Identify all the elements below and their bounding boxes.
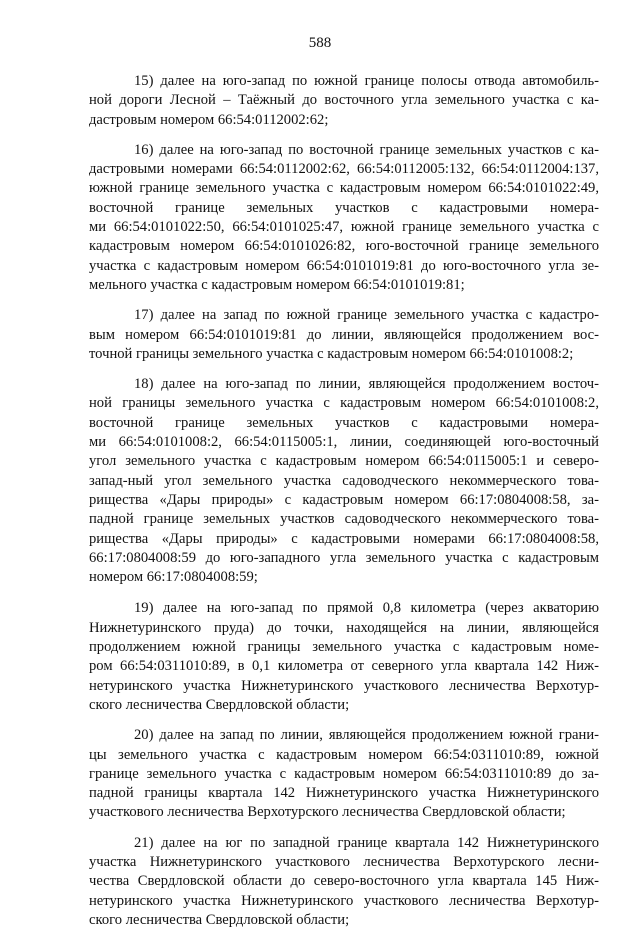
paragraph-line: вым номером 66:54:0101019:81 до линии, являющейся продолжением вос- — [89, 326, 599, 343]
paragraph-21 — [89, 834, 599, 930]
paragraph-line: ной границы земельного участка с кадастровым номером 66:54:0101008:2, — [89, 395, 599, 412]
paragraph-line: ром 66:54:0311010:89, в 0,1 километра от северного угла квартала 142 Ниж- — [89, 658, 599, 675]
paragraph-line: участка с кадастровым номером 66:54:0101019:81 до юго-восточного угла зе- — [89, 257, 599, 274]
paragraph-line: Нижнетуринского пруда) до точки, находящейся на линии, являющейся — [89, 619, 599, 636]
paragraph-line: 18) далее на юго-запад по линии, являющейся продолжением восточ- — [134, 376, 599, 393]
paragraph-line: участка Нижнетуринского участкового лесничества Верхотурского лесни- — [89, 853, 599, 870]
paragraph-line: южной границе земельного участка с кадастровым номером 66:54:0101022:49, — [89, 180, 599, 197]
paragraph-line: дастровым номером 66:54:0112002:62; — [89, 111, 329, 128]
paragraph-18 — [89, 375, 599, 587]
paragraph-line: чества Свердловской области до северо-восточного угла квартала 145 Ниж- — [89, 873, 599, 890]
paragraph-16 — [89, 141, 599, 295]
paragraph-line: границе земельного участка с кадастровым номером 66:54:0311010:89 до за- — [89, 765, 599, 782]
paragraph-line: восточной границе земельных участков с кадастровыми номера- — [89, 414, 599, 431]
paragraph-line: участкового лесничества Верхотурского лесничества Свердловской области; — [89, 804, 566, 821]
paragraph-15 — [89, 72, 599, 130]
paragraph-line: мельного участка с кадастровым номером 66:54:0101019:81; — [89, 276, 465, 293]
paragraph-line: цы земельного участка с кадастровым номером 66:54:0311010:89, южной — [89, 746, 599, 763]
paragraph-line: падной границы квартала 142 Нижнетуринского участка Нижнетуринского — [89, 785, 599, 802]
paragraph-line: 17) далее на запад по южной границе земельного участка с кадастро- — [134, 307, 599, 324]
paragraph-line: рищества «Дары природы» с кадастровым номером 66:17:0804008:58, за- — [89, 491, 599, 508]
paragraph-19 — [89, 599, 599, 715]
paragraph-line: рищества «Дары природы» с кадастровыми номерами 66:17:0804008:58, — [89, 530, 599, 547]
document-body — [89, 72, 599, 930]
paragraph-line: 20) далее на запад по линии, являющейся продолжением южной грани- — [134, 727, 599, 744]
paragraph-line: 21) далее на юг по западной границе квартала 142 Нижнетуринского — [134, 834, 599, 851]
paragraph-line: нетуринского участка Нижнетуринского участкового лесничества Верхотур- — [89, 677, 599, 694]
paragraph-line: падной границе земельных участков садоводческого некоммерческого това- — [89, 511, 599, 528]
page-number: 588 — [308, 35, 332, 51]
paragraph-line: нетуринского участка Нижнетуринского участкового лесничества Верхотур- — [89, 892, 599, 909]
paragraph-17 — [89, 306, 599, 364]
paragraph-line: запад-ный угол земельного участка садоводческого некоммерческого това- — [89, 472, 599, 489]
paragraph-line: восточной границе земельных участков с кадастровыми номера- — [89, 199, 599, 216]
paragraph-20 — [89, 726, 599, 822]
paragraph-line: 19) далее на юго-запад по прямой 0,8 километра (через акваторию — [134, 600, 599, 617]
paragraph-line: 66:17:0804008:59 до юго-западного угла земельного участка с кадастровым — [89, 549, 599, 566]
paragraph-line: 16) далее на юго-запад по восточной границе земельных участков с ка- — [134, 141, 599, 158]
paragraph-line: 15) далее на юго-запад по южной границе полосы отвода автомобиль- — [134, 73, 599, 89]
paragraph-line: ского лесничества Свердловской области; — [89, 911, 350, 928]
paragraph-line: угол земельного участка с кадастровым номером 66:54:0115005:1 и северо- — [89, 453, 599, 470]
paragraph-line: ского лесничества Свердловской области; — [89, 696, 350, 713]
paragraph-line: ми 66:54:0101008:2, 66:54:0115005:1, линии, соединяющей юго-восточный — [89, 434, 599, 451]
paragraph-line: номером 66:17:0804008:59; — [89, 569, 258, 586]
paragraph-line: ми 66:54:0101022:50, 66:54:0101025:47, южной границе земельного участка с — [89, 219, 599, 236]
paragraph-line: кадастровым номером 66:54:0101026:82, юго-восточной границе земельного — [89, 238, 599, 255]
paragraph-line: дастровыми номерами 66:54:0112002:62, 66:54:0112005:132, 66:54:0112004:137, — [89, 161, 599, 178]
paragraph-line: продолжением южной границы земельного участка с кадастровым номе- — [89, 639, 599, 656]
paragraph-line: точной границы земельного участка с кадастровым номером 66:54:0101008:2; — [89, 345, 574, 362]
paragraph-line: ной дороги Лесной – Таёжный до восточного угла земельного участка с ка- — [89, 92, 599, 109]
